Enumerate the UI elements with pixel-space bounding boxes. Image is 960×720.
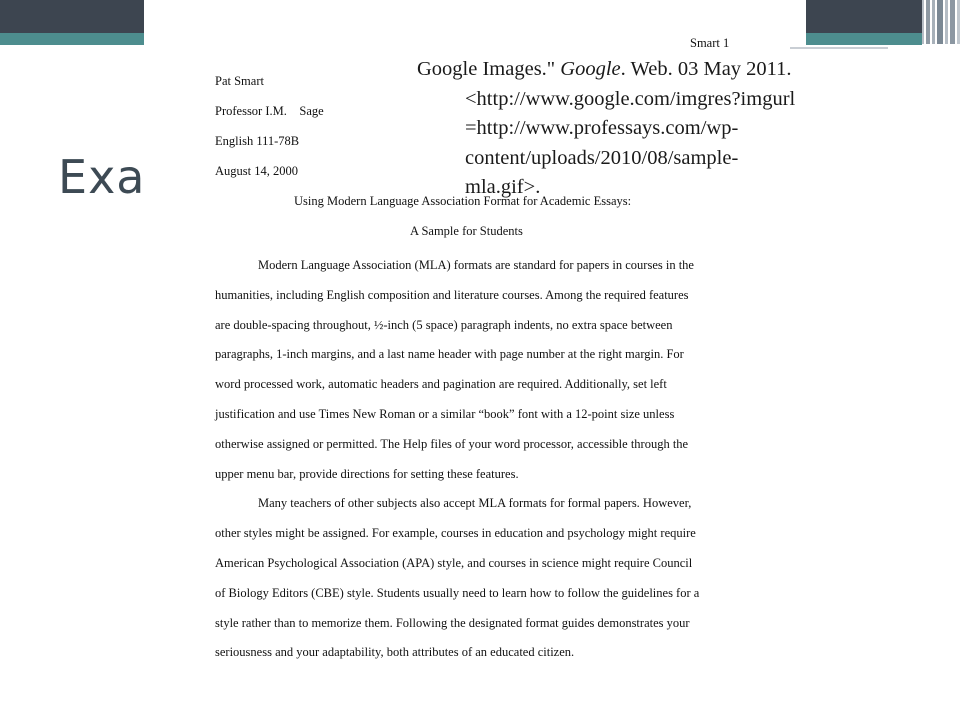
paper-body-line: Modern Language Association (MLA) formats are standard for papers in courses in the (258, 258, 694, 272)
paper-heading-professor: Professor I.M. Sage (215, 104, 324, 118)
citation-url-line: mla.gif>. (465, 176, 541, 198)
top-left-dark-bar (0, 0, 144, 33)
citation-line-1 (417, 55, 795, 85)
paper-body-line: Many teachers of other subjects also accept MLA formats for formal papers. However, (258, 496, 692, 511)
paper-body-line: word processed work, automatic headers and pagination are required. Additionally, set left (215, 377, 667, 392)
paper-running-header: Smart 1 (690, 36, 730, 50)
paper-body (215, 251, 745, 668)
image-citation (417, 55, 795, 203)
paper-heading-name: Pat Smart (215, 74, 264, 88)
paper-heading-date: August 14, 2000 (215, 164, 298, 178)
paper-body-line: style rather than to memorize them. Following the designated format guides demonstrates your (215, 615, 690, 630)
citation-source-text: Google Images." (417, 58, 561, 80)
citation-url-line: content/uploads/2010/08/sample- (465, 146, 739, 169)
paper-body-line: other styles might be assigned. For example, courses in education and psychology might require (215, 526, 696, 541)
paper-body-line: justification and use Times New Roman or a similar “book” font with a 12-point size unless (215, 406, 675, 421)
paper-heading-course: English 111-78B (215, 134, 300, 148)
citation-site-name: Google (560, 58, 621, 80)
top-right-dark-bar (806, 0, 922, 33)
slide-title: Exa (58, 150, 146, 204)
paper-body-line: of Biology Editors (CBE) style. Students usually need to learn how to follow the guidelines for a (215, 585, 700, 600)
top-left-teal-bar (0, 33, 144, 45)
paper-body-line: humanities, including English composition and literature courses. Among the required features (215, 287, 689, 302)
paper-body-line: paragraphs, 1-inch margins, and a last name header with page number at the right margin. For (215, 347, 684, 362)
paper-subtitle: A Sample for Students (410, 224, 523, 238)
citation-url-line: <http://www.google.com/imgres?imgurl (465, 87, 796, 110)
top-right-teal-bar (806, 33, 922, 45)
paper-body-line: are double-spacing throughout, ½-inch (5 space) paragraph indents, no extra space between (215, 317, 673, 332)
citation-url-line: =http://www.professays.com/wp- (465, 117, 739, 139)
paper-title: Using Modern Language Association Format for Academic Essays: (294, 194, 632, 208)
paper-body-line: upper menu bar, provide directions for setting these features. (215, 466, 519, 481)
citation-access-date: . Web. 03 May 2011. (620, 58, 792, 80)
paper-body-line: seriousness and your adaptability, both attributes of an educated citizen. (215, 645, 575, 660)
decorative-vertical-lines (922, 0, 960, 44)
paper-body-line: otherwise assigned or permitted. The Help files of your word processor, accessible through the (215, 436, 689, 451)
decorative-rule (790, 47, 888, 49)
paper-body-line: American Psychological Association (APA) style, and courses in science might require Council (215, 555, 693, 570)
